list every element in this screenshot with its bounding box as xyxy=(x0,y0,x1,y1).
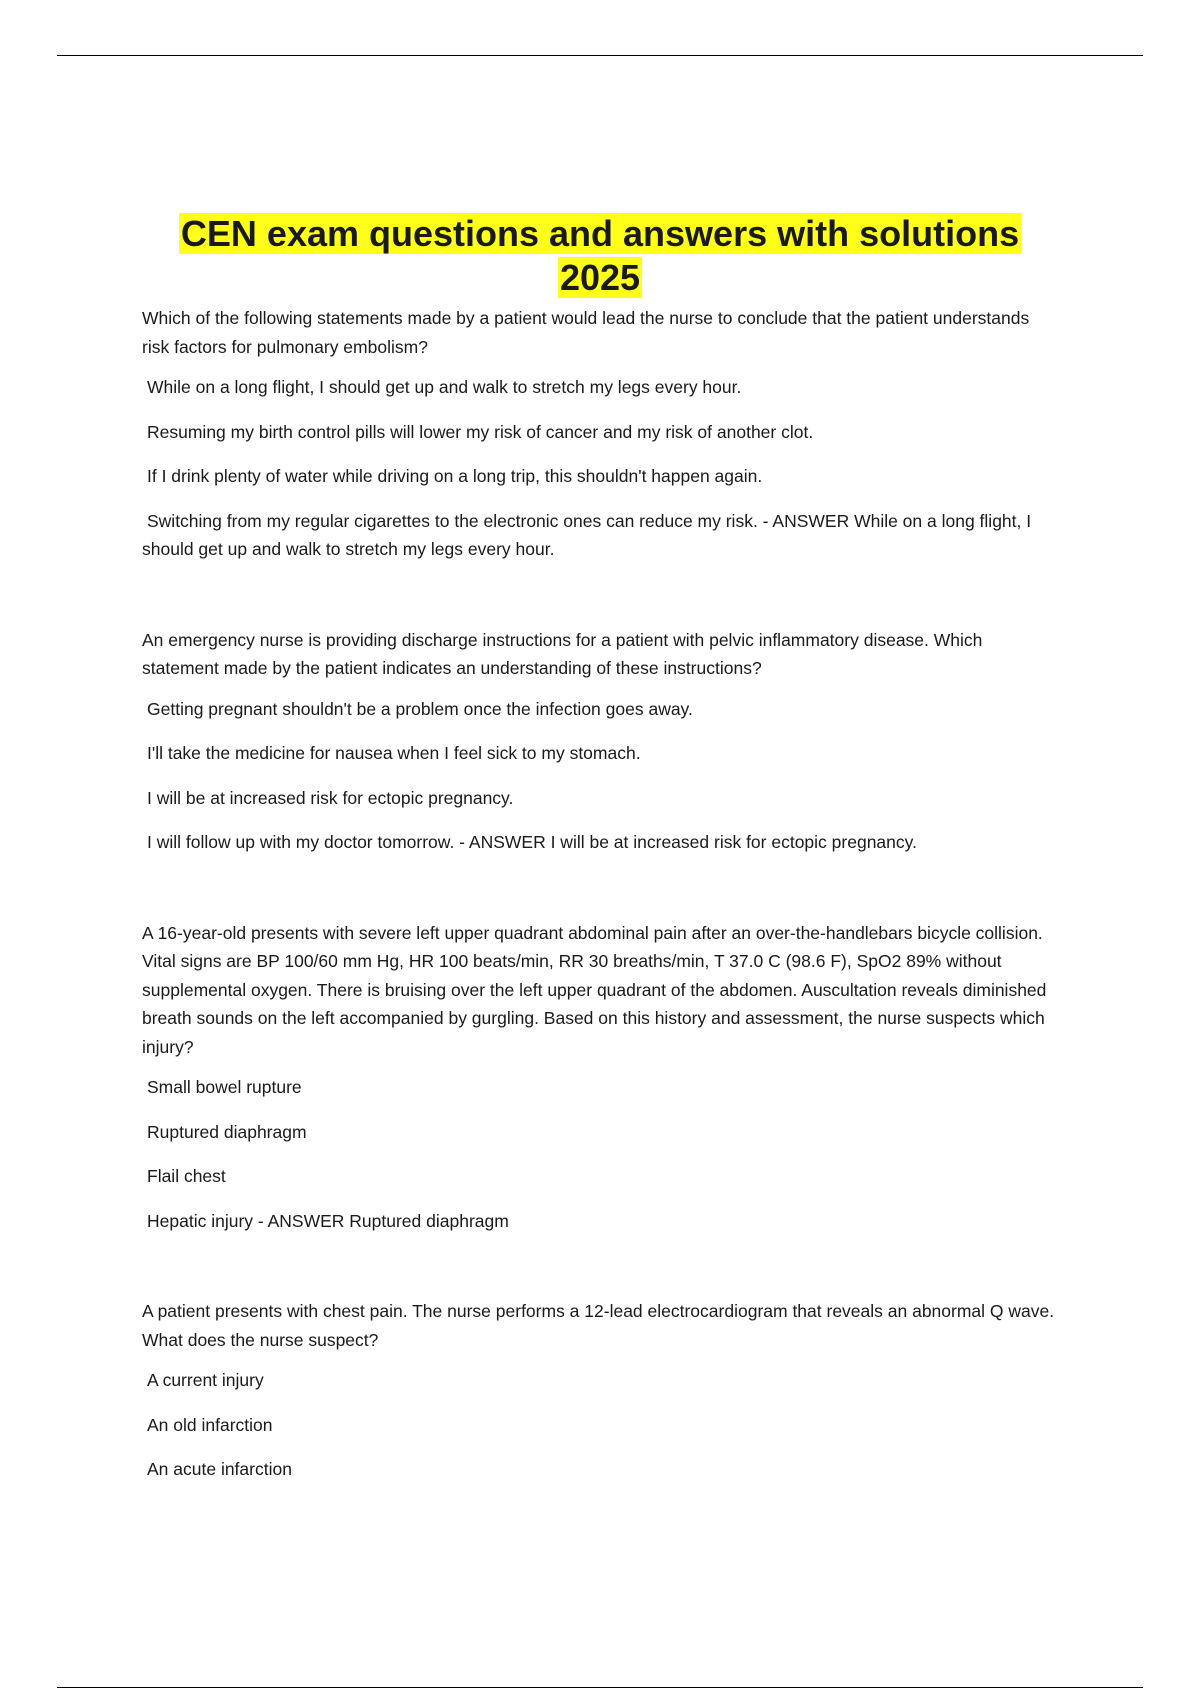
answer-option: I'll take the medicine for nausea when I feel sick to my stomach. xyxy=(147,743,641,763)
question-spacer xyxy=(142,1251,1058,1297)
answer-option: An acute infarction xyxy=(147,1459,292,1479)
question-stem: A patient presents with chest pain. The nurse performs a 12-lead electrocardiogram that reveals an abnormal Q wave. What does the nurse suspect? xyxy=(142,1301,1055,1350)
answer-option: Flail chest xyxy=(147,1166,226,1186)
answer-option: Small bowel rupture xyxy=(147,1077,302,1097)
question-stem: A 16-year-old presents with severe left upper quadrant abdominal pain after an over-the-handlebars bicycle collision. Vital signs are BP 100/60 mm Hg, HR 100 beats/min, RR 30 breaths/min, T 37.0 C (98.6 F), SpO2 89% without supplemental oxygen. There is bruising over the left upper quadrant of the abdomen. Auscultation reveals diminished breath sounds on the left accompanied by gurgling. Based on this history and assessment, the nurse suspects which injury? xyxy=(142,922,1047,1057)
question-1 xyxy=(142,304,1058,564)
answer-option: Getting pregnant shouldn't be a problem once the infection goes away. xyxy=(147,698,693,719)
answer-option: While on a long flight, I should get up and walk to stretch my legs every hour. xyxy=(147,377,742,397)
answer-option: An old infarction xyxy=(147,1414,273,1435)
answer-option: Ruptured diaphragm xyxy=(147,1121,307,1142)
question-stem: Which of the following statements made by a patient would lead the nurse to conclude that the patient understands risk factors for pulmonary embolism? xyxy=(142,308,1030,357)
page-bottom-rule xyxy=(57,1687,1143,1688)
question-2 xyxy=(142,626,1058,857)
document-title-text: CEN exam questions and answers with solutions 2025 xyxy=(180,213,1020,298)
question-stem: An emergency nurse is providing discharge instructions for a patient with pelvic inflammatory disease. Which statement made by the patient indicates an understanding of these instructions? xyxy=(142,629,983,678)
question-spacer xyxy=(142,580,1058,626)
answer-option-with-answer: Switching from my regular cigarettes to the electronic ones can reduce my risk. - ANSWER While on a long flight, I should get up and walk to stretch my legs every hour. xyxy=(142,510,1032,559)
question-spacer xyxy=(142,873,1058,919)
answer-option: I will be at increased risk for ectopic pregnancy. xyxy=(147,787,514,808)
answer-option: If I drink plenty of water while driving on a long trip, this shouldn't happen again. xyxy=(147,466,763,486)
answer-option: Resuming my birth control pills will lower my risk of cancer and my risk of another clot. xyxy=(147,421,814,442)
question-4 xyxy=(142,1297,1058,1484)
answer-option-with-answer: I will follow up with my doctor tomorrow. - ANSWER I will be at increased risk for ectopic pregnancy. xyxy=(147,832,917,852)
answer-option-with-answer: Hepatic injury - ANSWER Ruptured diaphragm xyxy=(147,1210,509,1231)
document-title xyxy=(142,212,1058,300)
page-top-rule xyxy=(57,55,1143,56)
document-body xyxy=(142,212,1058,1500)
answer-option: A current injury xyxy=(147,1370,264,1390)
question-3 xyxy=(142,919,1058,1236)
